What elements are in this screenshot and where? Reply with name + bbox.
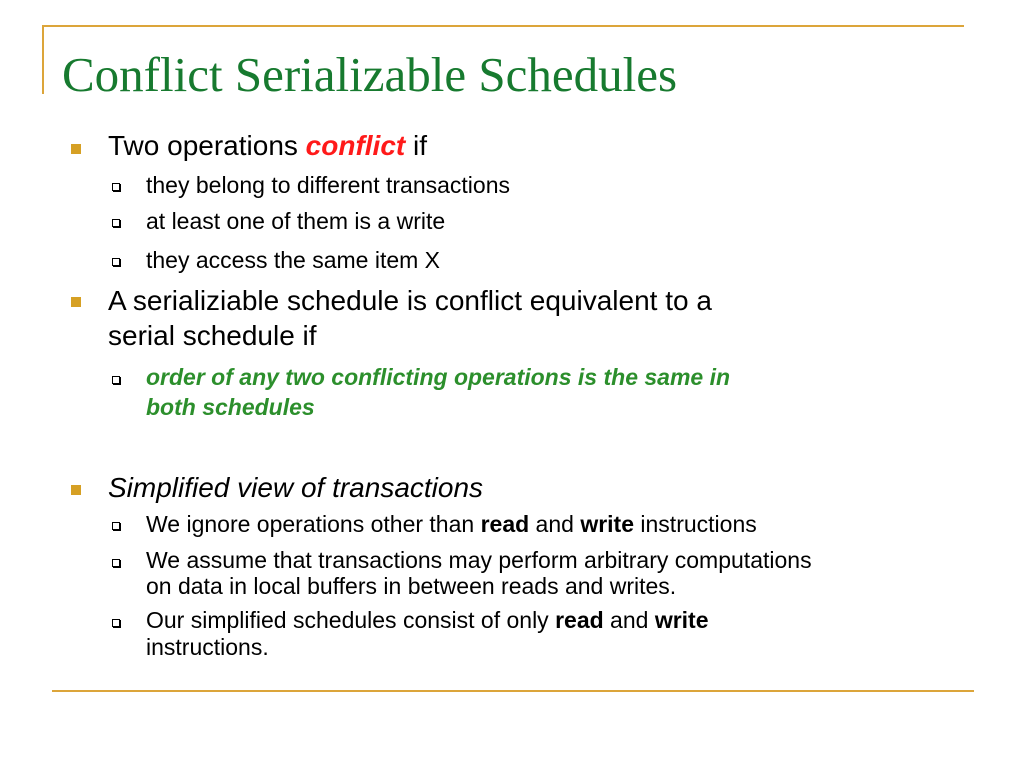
hollow-square-bullet-icon: [112, 183, 120, 191]
frame-bottom-rule: [52, 690, 974, 692]
sub-text: and: [529, 511, 581, 537]
square-bullet-icon: [71, 297, 81, 307]
hollow-square-bullet-icon: [112, 376, 120, 384]
square-bullet-icon: [71, 485, 81, 495]
sub-text: instructions: [634, 511, 757, 537]
sub-bullet-one-is-write: at least one of them is a write: [146, 208, 446, 234]
frame-left-rule: [42, 25, 44, 94]
sub-text: and: [603, 607, 655, 633]
slide-title: Conflict Serializable Schedules: [62, 47, 678, 102]
sub-text: Our simplified schedules consist of only: [146, 607, 556, 633]
hollow-square-bullet-icon: [112, 219, 120, 227]
sub-bullet-assume-line2: on data in local buffers in between reads and writes.: [146, 573, 677, 599]
bullet-two-operations: [108, 131, 427, 161]
sub-bullet-simplified-schedules-line1: [146, 607, 709, 633]
sub-bullet-different-transactions: they belong to different transactions: [146, 172, 510, 198]
bullet-text-tail: if: [405, 130, 428, 161]
hollow-square-bullet-icon: [112, 522, 120, 530]
hollow-square-bullet-icon: [112, 619, 120, 627]
read-keyword: read: [555, 607, 604, 633]
write-keyword: write: [580, 511, 635, 537]
sub-text: We ignore operations other than: [146, 511, 481, 537]
sub-bullet-same-item: they access the same item X: [146, 247, 441, 273]
sub-bullet-ignore-operations: [146, 511, 757, 537]
bullet-serializable-line2: serial schedule if: [108, 320, 317, 351]
sub-bullet-assume-line1: We assume that transactions may perform arbitrary computations: [146, 547, 812, 573]
frame-top-rule: [42, 25, 964, 27]
bullet-serializable-line1: A serializiable schedule is conflict equivalent to a: [108, 285, 712, 316]
write-keyword: write: [654, 607, 709, 633]
sub-bullet-order-line2: both schedules: [146, 394, 315, 420]
conflict-emphasis: conflict: [305, 130, 406, 161]
sub-bullet-order-line1: order of any two conflicting operations is the same in: [146, 364, 731, 390]
hollow-square-bullet-icon: [112, 559, 120, 567]
read-keyword: read: [480, 511, 530, 537]
sub-bullet-simplified-schedules-line2: instructions.: [146, 634, 269, 660]
hollow-square-bullet-icon: [112, 258, 120, 266]
bullet-text: Two operations: [108, 130, 306, 161]
bullet-simplified-view: Simplified view of transactions: [108, 472, 484, 503]
square-bullet-icon: [71, 144, 81, 154]
